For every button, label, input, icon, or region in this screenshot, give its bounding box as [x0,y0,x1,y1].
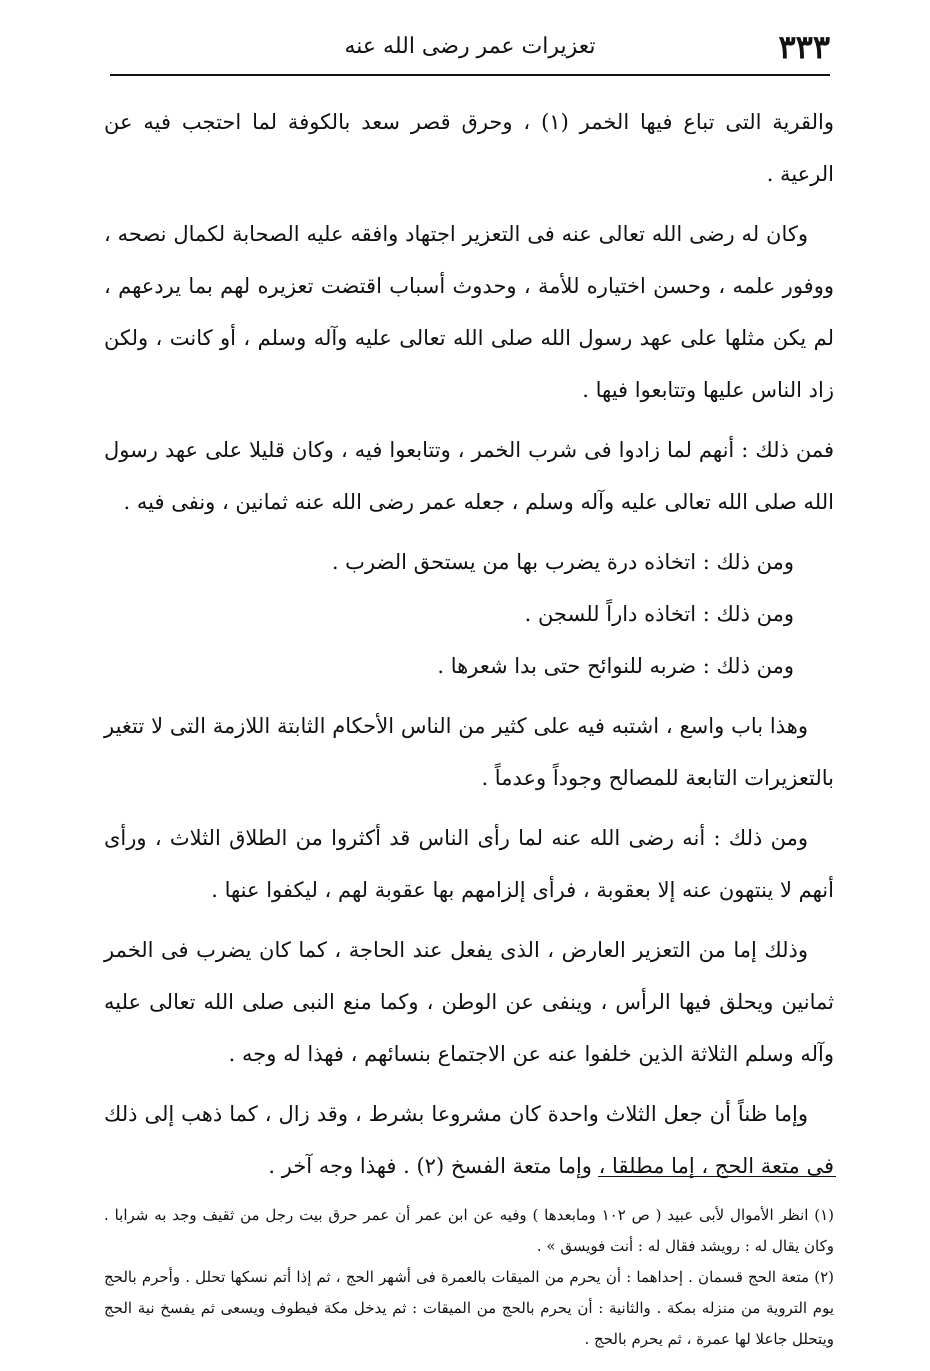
footnote: (٢) متعة الحج قسمان . إحداهما : أن يحرم من الميقات بالعمرة فى أشهر الحج ، ثم إذا أتم نسكها تحلل . وأحرم بالحج يوم التروية من منزله بمكة . والثانية : أن يحرم بالحج من الميقات : ثم يدخل مكة فيطوف ويسعى ثم يفسخ نية الحج ويتحلل جاعلا لها عمرة ، ثم يحرم بالحج . [104,1268,834,1348]
paragraph: وهذا باب واسع ، اشتبه فيه على كثير من الناس الأحكام الثابتة اللازمة التى لا تتغير بالتعزيرات التابعة للمصالح وجوداً وعدماً . [104,714,834,790]
paragraph: وذلك إما من التعزير العارض ، الذى يفعل عند الحاجة ، كما كان يضرب فى الخمر ثمانين ويحلق فيها الرأس ، وينفى عن الوطن ، وكما منع النبى صلى الله تعالى عليه وآله وسلم الثلاثة الذين خلفوا عنه عن الاجتماع بنسائهم ، فهذا له وجه . [104,938,834,1066]
paragraph: ومن ذلك : اتخاذه داراً للسجن . [524,602,794,626]
header-rule [110,74,830,76]
paragraph: ومن ذلك : اتخاذه درة يضرب بها من يستحق الضرب . [331,550,794,574]
page-header [110,28,830,72]
paragraph: فمن ذلك : أنهم لما زادوا فى شرب الخمر ، وتتابعوا فيه ، وكان قليلا على عهد رسول الله صلى الله تعالى عليه وآله وسلم ، جعله عمر رضى الله عنه ثمانين ، ونفى فيه . [104,438,834,514]
paragraph: ومن ذلك : أنه رضى الله عنه لما رأى الناس قد أكثروا من الطلاق الثلاث ، ورأى أنهم لا ينتهون عنه إلا بعقوبة ، فرأى إلزامهم بها عقوبة لهم ، ليكفوا عنها . [104,826,834,902]
running-title: تعزيرات عمر رضى الله عنه [344,34,596,59]
footnote-rule [598,1176,836,1177]
body-text [104,96,834,1200]
paragraph: ومن ذلك : ضربه للنوائح حتى بدا شعرها . [437,654,794,678]
paragraph: وإما ظناً أن جعل الثلاث واحدة كان مشروعا بشرط ، وقد زال ، كما ذهب إلى ذلك فى متعة الحج ، إما مطلقا ، وإما متعة الفسخ (٢) . فهذا وجه آخر . [104,1102,834,1178]
footnotes [104,1200,834,1355]
page-number: ٣٣٣ [778,28,830,66]
footnote: (١) انظر الأموال لأبى عبيد ( ص ١٠٢ ومابعدها ) وفيه عن ابن عمر أن عمر حرق بيت رجل من ثقيف وجد به شرابا . وكان يقال له : رويشد فقال له : أنت فويسق » . [104,1206,834,1255]
paragraph: وكان له رضى الله تعالى عنه فى التعزير اجتهاد وافقه عليه الصحابة لكمال نصحه ، ووفور علمه ، وحسن اختياره للأمة ، وحدوث أسباب اقتضت تعزيره لهم بما يردعهم ، لم يكن مثلها على عهد رسول الله صلى الله تعالى عليه وآله وسلم ، أو كانت ، ولكن زاد الناس عليها وتتابعوا فيها . [104,222,834,402]
paragraph: والقرية التى تباع فيها الخمر (١) ، وحرق قصر سعد بالكوفة لما احتجب فيه عن الرعية . [104,110,834,186]
